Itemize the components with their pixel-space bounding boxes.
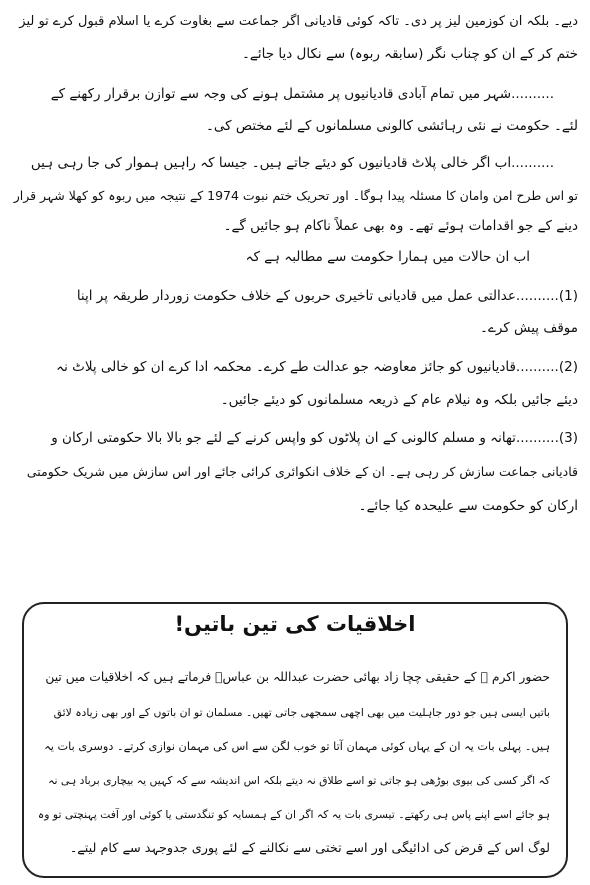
- body-line: لئے۔ حکومت نے نئی رہائشی کالونی مسلمانوں کے لئے مختص کی۔: [205, 118, 578, 134]
- box-line: ہیں۔ پہلی بات یہ ان کے یہاں کوئی مہمان آتا تو خوب لگن سے اس کی مہمان نوازی کرتے۔ دوسری بات یہ: [44, 740, 550, 753]
- numbered-item-1: (1)..........عدالتی عمل میں قادیانی تاخیری حربوں کے خلاف حکومت زوردار طریقہ پر اپنا: [76, 288, 578, 304]
- ethics-box: [22, 602, 568, 878]
- body-line: اب ان حالات میں ہمارا حکومت سے مطالبہ ہے کہ: [245, 249, 530, 265]
- box-line: باتیں ایسی ہیں جو دور جاہلیت میں بھی اچھی سمجھی جاتی تھیں۔ مسلمان تو ان باتوں کے اور بھی زیادہ لائق: [53, 706, 550, 719]
- numbered-item-3: (3)..........تھانہ و مسلم کالونی کے ان پلاٹوں کو واپس کرنے کے لئے جو بالا بالا حکومتی ارکان و: [51, 430, 578, 446]
- body-line: قادیانی جماعت سازش کر رہی ہے۔ ان کے خلاف انکوائری کرائی جائے اور اس سازش میں شریک حکومتی: [26, 464, 578, 479]
- body-line: ختم کر کے ان کو چناب نگر (سابقہ ربوہ) سے نکال دیا جائے۔: [242, 46, 578, 62]
- box-line: لوگ اس کے قرض کی ادائیگی اور اسے تختی سے نکالنے کے لئے پوری جدوجہد سے کام لیتے۔: [69, 841, 550, 856]
- body-line: دیے۔ بلکہ ان کوزمین لیز پر دی۔ تاکہ کوئی قادیانی اگر جماعت سے بغاوت کرے یا اسلام قبول کرے تو لیز: [19, 14, 578, 29]
- body-line: تو اس طرح امن وامان کا مسئلہ پیدا ہوگا۔ اور تحریک ختم نبوت 1974 کے نتیجہ میں ربوہ کو کھلا شہر قرار: [13, 188, 578, 203]
- body-line: دینے کے جو اقدامات ہوئے تھے۔ وہ بھی عملاً ناکام ہو جائیں گے۔: [223, 218, 578, 234]
- box-line: کہ اگر کسی کی بیوی بوڑھی ہو جاتی تو اسے طلاق نہ دیتے بلکہ اس اندیشہ سے کہ کہیں یہ بیچاری برباد ہی نہ: [48, 774, 550, 787]
- body-line: دیئے جائیں بلکہ وہ نیلام عام کے ذریعہ مسلمانوں کو دیئے جائیں۔: [220, 392, 578, 408]
- body-line: ..........اب اگر خالی پلاٹ قادیانیوں کو دیئے جاتے ہیں۔ جیسا کہ راہیں ہموار کی جا رہی ہیں: [30, 155, 554, 171]
- body-line: ارکان کو حکومت سے علیحدہ کیا جائے۔: [358, 498, 578, 514]
- body-line: موقف پیش کرے۔: [480, 320, 578, 336]
- box-title: اخلاقیات کی تین باتیں!: [174, 612, 416, 636]
- numbered-item-2: (2)..........قادیانیوں کو جائز معاوضہ جو عدالت طے کرے۔ محکمہ ادا کرے ان کو خالی پلاٹ نہ: [56, 359, 578, 375]
- box-line: ہو جائے اسے اپنے پاس ہی رکھتے۔ تیسری بات یہ کہ اگر ان کے ہمسایہ کو تنگدستی یا کوئی اور آفت پہنچتی تو وہ: [37, 808, 550, 821]
- box-line: حضور اکرم ﷺ کے حقیقی چچا زاد بھائی حضرت عبداللہ بن عباسؓ فرماتے ہیں کہ اخلاقیات میں تین: [45, 670, 550, 684]
- body-line: ..........شہر میں تمام آبادی قادیانیوں پر مشتمل ہونے کی وجہ سے توازن برقرار رکھنے کے: [50, 86, 554, 102]
